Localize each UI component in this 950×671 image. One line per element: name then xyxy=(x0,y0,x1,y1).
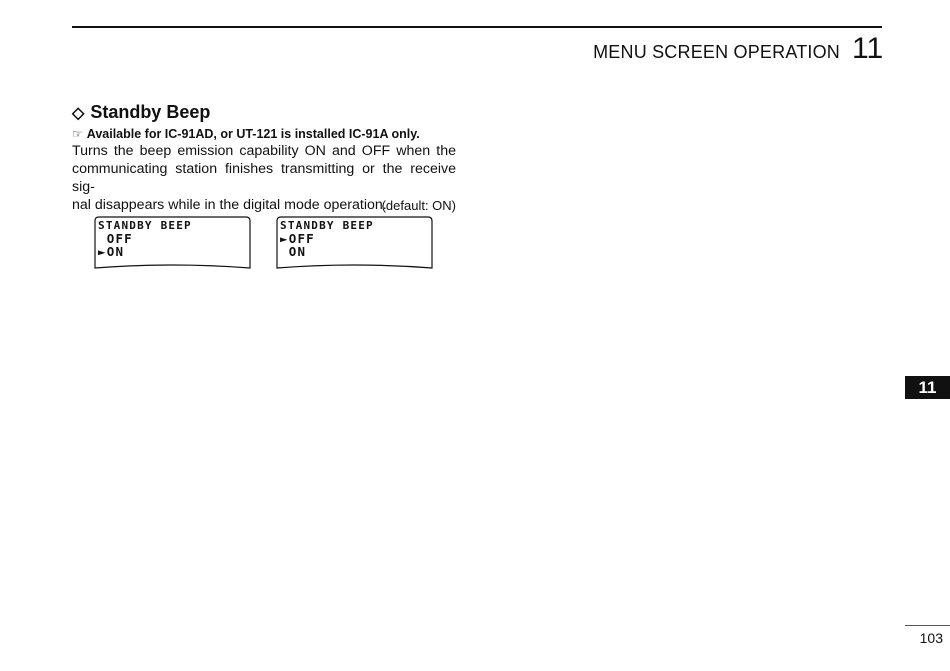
page-number: 103 xyxy=(919,630,943,646)
availability-note xyxy=(72,127,420,141)
chapter-side-tab: 11 xyxy=(905,376,950,399)
header-rule xyxy=(72,26,882,28)
description-line: Turns the beep emission capability ON and OFF when the xyxy=(72,143,456,159)
lcd-option-on: ON xyxy=(280,244,307,259)
chapter-number: 11 xyxy=(852,32,884,65)
diamond-icon: ◇ xyxy=(72,105,85,122)
lcd-display-on xyxy=(94,216,251,270)
hand-pointer-icon: ☞ xyxy=(72,127,83,141)
section-heading xyxy=(72,102,210,123)
lcd-title: STANDBY BEEP xyxy=(280,219,374,232)
description-line: nal disappears while in the digital mode operation. xyxy=(72,197,387,213)
lcd-display-off xyxy=(276,216,433,270)
footer-rule xyxy=(905,625,950,626)
section-title: Standby Beep xyxy=(90,102,211,122)
lcd-option-on: ►ON xyxy=(98,244,125,259)
availability-note-text: Available for IC-91AD, or UT-121 is installed IC-91A only. xyxy=(86,127,420,141)
description-line: communicating station finishes transmitting or the receive sig- xyxy=(72,161,456,195)
default-value-note: (default: ON) xyxy=(381,198,456,213)
page-header-title: MENU SCREEN OPERATION xyxy=(593,42,840,62)
lcd-option-off: ►OFF xyxy=(280,231,315,246)
lcd-option-off: OFF xyxy=(98,231,133,246)
lcd-title: STANDBY BEEP xyxy=(98,219,192,232)
